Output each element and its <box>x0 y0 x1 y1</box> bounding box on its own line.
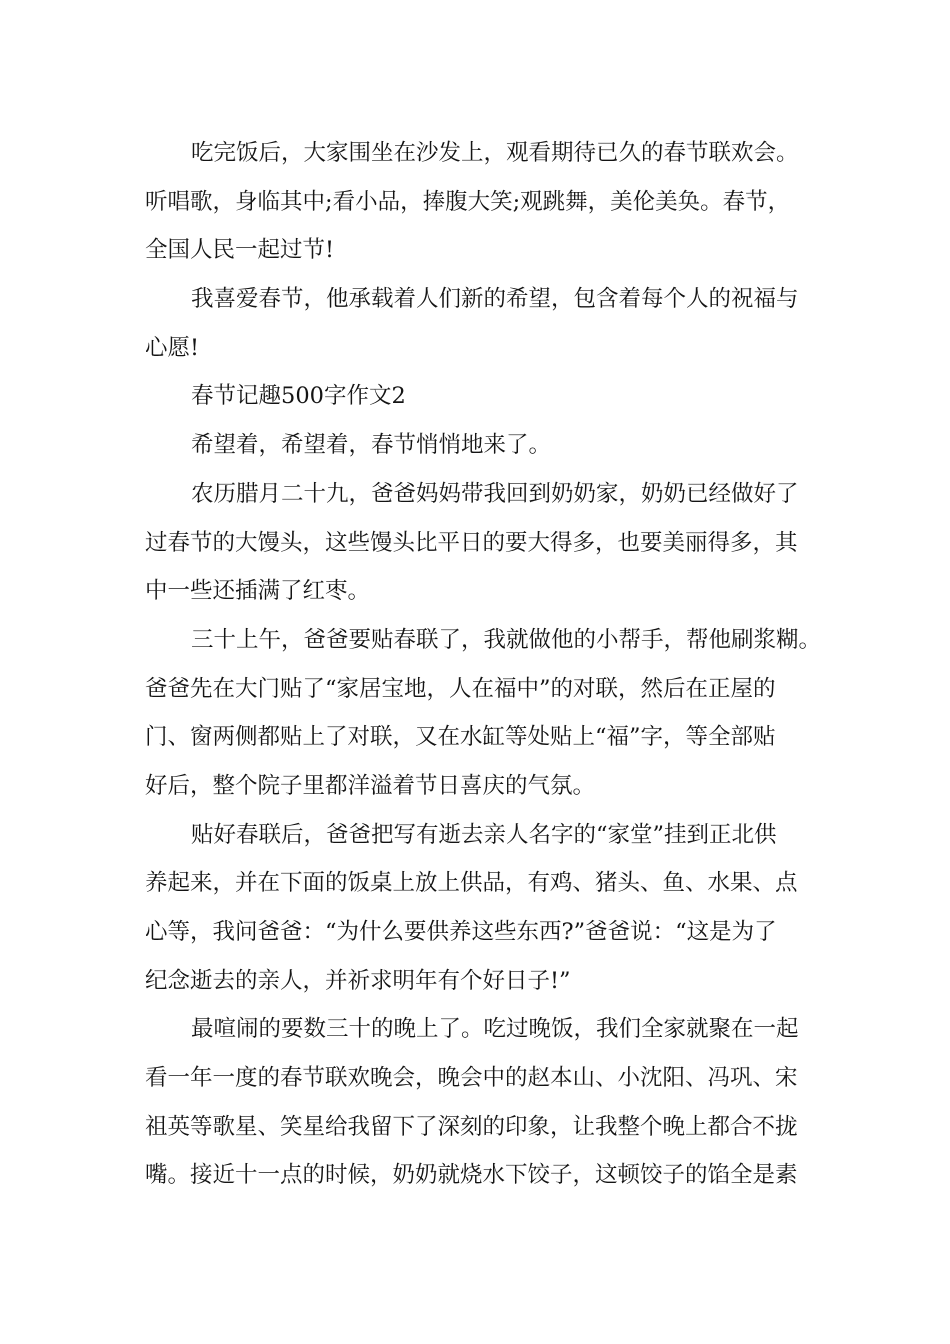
text-line: 希望着，希望着，春节悄悄地来了。 <box>191 432 552 459</box>
text-line: 过春节的大馒头，这些馒头比平日的要大得多，也要美丽得多，其 <box>145 529 798 556</box>
text-line: 爸爸先在大门贴了“家居宝地，人在福中”的对联，然后在正屋的 <box>145 675 776 702</box>
text-line: 农历腊月二十九，爸爸妈妈带我回到奶奶家，奶奶已经做好了 <box>191 480 799 507</box>
text-line: 门、窗两侧都贴上了对联，又在水缸等处贴上“福”字，等全部贴 <box>145 724 776 751</box>
text-line: 我喜爱春节，他承载着人们新的希望，包含着每个人的祝福与 <box>191 286 799 313</box>
text-line: 养起来，并在下面的饭桌上放上供品，有鸡、猪头、鱼、水果、点 <box>145 870 798 897</box>
text-line: 听唱歌，身临其中;看小品，捧腹大笑;观跳舞，美伦美奂。春节， <box>145 188 791 215</box>
text-line: 贴好春联后，爸爸把写有逝去亲人名字的“家堂”挂到正北供 <box>191 821 777 848</box>
text-line: 中一些还插满了红枣。 <box>145 578 371 605</box>
text-line: 最喧闹的要数三十的晚上了。吃过晚饭，我们全家就聚在一起 <box>191 1016 799 1043</box>
text-line: 春节记趣500字作文2 <box>191 383 406 410</box>
text-line: 心等，我问爸爸：“为什么要供养这些东西?”爸爸说：“这是为了 <box>145 919 777 945</box>
text-line: 看一年一度的春节联欢晚会，晚会中的赵本山、小沈阳、冯巩、宋 <box>145 1065 798 1092</box>
text-line: 好后，整个院子里都洋溢着节日喜庆的气氛。 <box>145 772 596 799</box>
text-line: 纪念逝去的亲人，并祈求明年有个好日子!” <box>145 967 571 994</box>
text-line: 全国人民一起过节! <box>145 237 335 264</box>
text-line: 吃完饭后，大家围坐在沙发上，观看期待已久的春节联欢会。 <box>191 140 799 166</box>
text-line: 心愿! <box>145 334 200 361</box>
text-line: 嘴。接近十一点的时候，奶奶就烧水下饺子，这顿饺子的馅全是素 <box>145 1162 798 1189</box>
document-body <box>145 129 825 1200</box>
text-line: 三十上午，爸爸要贴春联了，我就做他的小帮手，帮他刷浆糊。 <box>191 626 822 653</box>
text-line: 祖英等歌星、笑星给我留下了深刻的印象，让我整个晚上都合不拢 <box>145 1113 798 1140</box>
